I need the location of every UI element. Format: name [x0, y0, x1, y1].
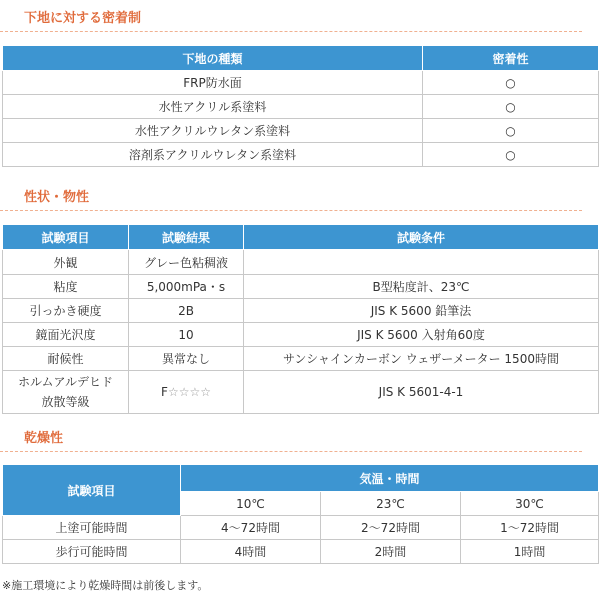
section-title-drying: 乾燥性	[0, 430, 582, 452]
item-cell: 上塗可能時間	[3, 516, 181, 540]
result-cell	[129, 371, 244, 414]
formaldehyde-label-line1: ホルムアルデヒド	[17, 375, 114, 389]
table-row	[3, 371, 599, 414]
time-cell: 1時間	[461, 540, 599, 564]
item-cell: 耐候性	[3, 347, 129, 371]
table-row	[3, 250, 599, 275]
header-test-condition: 試験条件	[244, 225, 599, 250]
section-title-adhesion: 下地に対する密着制	[0, 10, 582, 32]
condition-cell: サンシャインカーボン ウェザーメーター 1500時間	[244, 347, 599, 371]
condition-cell: B型粘度計、23℃	[244, 275, 599, 299]
table-row	[3, 95, 599, 119]
substrate-cell: 水性アクリルウレタン系塗料	[3, 119, 423, 143]
condition-cell	[244, 250, 599, 275]
star-rating-icon: ☆☆☆☆	[167, 385, 211, 399]
header-test-item: 試験項目	[3, 465, 181, 516]
table-row	[3, 71, 599, 95]
item-cell: 引っかき硬度	[3, 299, 129, 323]
table-row	[3, 540, 599, 564]
substrate-cell: 水性アクリル系塗料	[3, 95, 423, 119]
item-cell: 粘度	[3, 275, 129, 299]
condition-cell: JIS K 5600 鉛筆法	[244, 299, 599, 323]
drying-table	[2, 464, 599, 564]
adhesion-cell: ○	[423, 143, 599, 167]
header-test-result: 試験結果	[129, 225, 244, 250]
formaldehyde-label-line2: 放散等級	[41, 395, 90, 409]
item-cell: 鏡面光沢度	[3, 323, 129, 347]
result-cell: 2B	[129, 299, 244, 323]
header-substrate-type: 下地の種類	[3, 46, 423, 71]
adhesion-cell: ○	[423, 71, 599, 95]
item-cell: 歩行可能時間	[3, 540, 181, 564]
grade-prefix: F	[161, 385, 168, 399]
table-row	[3, 347, 599, 371]
time-cell: 4〜72時間	[181, 516, 321, 540]
table-row	[3, 143, 599, 167]
item-cell: 外観	[3, 250, 129, 275]
time-cell: 2時間	[321, 540, 461, 564]
item-cell	[3, 371, 129, 414]
table-row	[3, 299, 599, 323]
table-row	[3, 119, 599, 143]
condition-cell: JIS K 5601-4-1	[244, 371, 599, 414]
adhesion-table	[2, 45, 599, 167]
substrate-cell: 溶剤系アクリルウレタン系塗料	[3, 143, 423, 167]
temp-23c: 23℃	[321, 492, 461, 516]
table-row	[3, 275, 599, 299]
header-adhesion: 密着性	[423, 46, 599, 71]
table-row	[3, 323, 599, 347]
result-cell: 異常なし	[129, 347, 244, 371]
adhesion-cell: ○	[423, 119, 599, 143]
header-temperature-time: 気温・時間	[181, 465, 599, 492]
time-cell: 1〜72時間	[461, 516, 599, 540]
temp-10c: 10℃	[181, 492, 321, 516]
condition-cell: JIS K 5600 入射角60度	[244, 323, 599, 347]
properties-table	[2, 224, 599, 414]
table-row	[3, 516, 599, 540]
time-cell: 2〜72時間	[321, 516, 461, 540]
result-cell: 10	[129, 323, 244, 347]
result-cell: 5,000mPa・s	[129, 275, 244, 299]
header-test-item: 試験項目	[3, 225, 129, 250]
substrate-cell: FRP防水面	[3, 71, 423, 95]
temp-30c: 30℃	[461, 492, 599, 516]
result-cell: グレー色粘稠液	[129, 250, 244, 275]
adhesion-cell: ○	[423, 95, 599, 119]
time-cell: 4時間	[181, 540, 321, 564]
footnote: ※施工環境により乾燥時間は前後します。	[2, 579, 209, 592]
section-title-properties: 性状・物性	[0, 189, 582, 211]
